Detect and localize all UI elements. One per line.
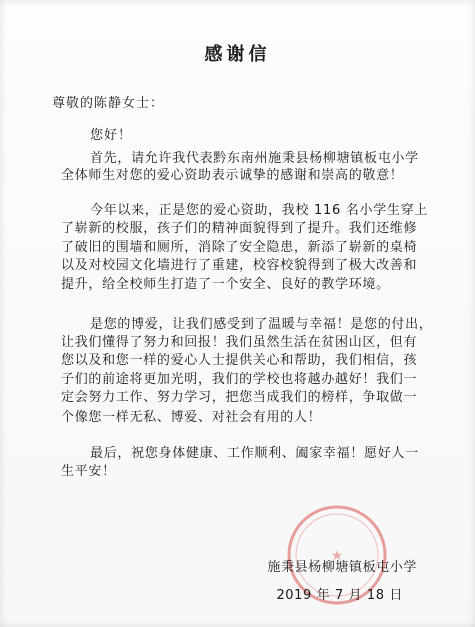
letter-line: 全体师生对您的爱心资助表示诚挚的感谢和崇高的敬意！ [61,168,404,183]
letter-line: 了破旧的围墙和厕所，消除了安全隐患，新添了崭新的桌椅 [61,240,418,255]
letter-line: 子们的前途将更加光明，我们的学校也将越办越好！我们一 [61,372,418,387]
letter-line: 个像您一样无私、博爱、对社会有用的人！ [61,410,322,425]
letter-line: 以及对校园文化墙进行了重建，校容校貌得到了极大改善和 [61,258,418,273]
svg-text:★: ★ [330,548,344,564]
signature-date: 2019 年 7 月 18 日 [276,588,403,603]
letter-line: 最后，祝您身体健康、工作顺利、阖家幸福！愿好人一 [90,446,419,461]
letter-title: 感谢信 [204,44,271,65]
salutation: 尊敬的陈静女士： [52,96,165,111]
letter-line: 今年以来，正是您的爱心资助，我校 116 名小学生穿上 [90,203,428,218]
letter-line: 让我们懂得了努力和回报！我们虽然生活在贫困山区，但有 [61,335,418,350]
letter-line: 生平安！ [61,464,116,479]
letter-line: 提升，给全校师生打造了一个安全、良好的教学环境。 [61,277,390,292]
letter-line: 首先，请允许我代表黔东南州施秉县杨柳塘镇板屯小学 [90,151,419,166]
signature-organization: 施秉县杨柳塘镇板屯小学 [267,560,417,575]
letter-line: 是您的博爱，让我们感受到了温暖与幸福！是您的付出， [90,317,433,332]
letter-line: 您以及和您一样的爱心人士提供关心和帮助，我们相信，孩 [61,353,418,368]
letter-line: 定会努力工作、努力学习，把您当成我们的榜样，争取做一 [61,390,418,405]
letter-line: 了崭新的校服，孩子们的精神面貌得到了提升。我们还维修 [61,221,418,236]
greeting: 您好！ [90,128,133,143]
